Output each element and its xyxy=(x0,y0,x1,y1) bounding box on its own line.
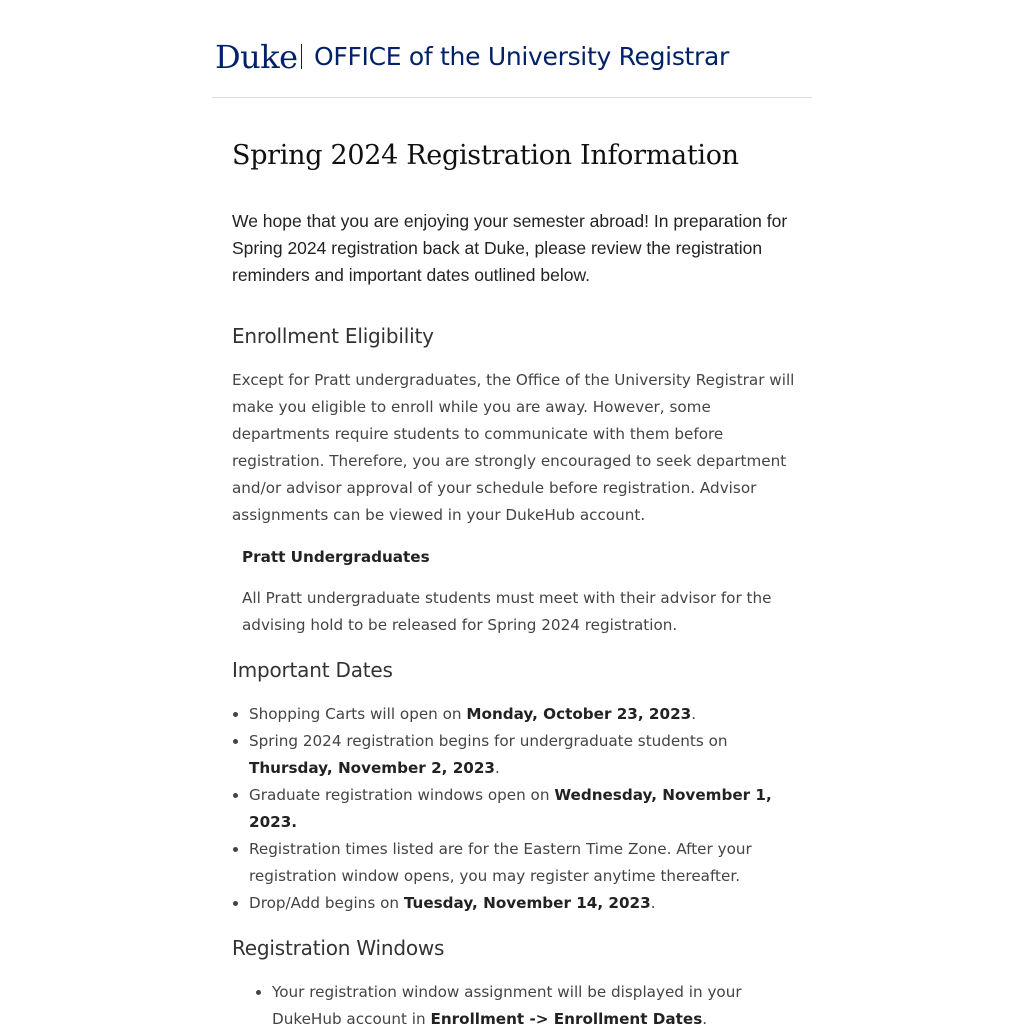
list-item: • Registration times listed are for the Eastern Time Zone. After your registration window opens, you may register anytime thereafter. xyxy=(249,836,797,890)
duke-logo[interactable]: Duke xyxy=(215,38,298,76)
page-container xyxy=(212,0,812,1028)
enrollment-body: Except for Pratt undergraduates, the Office of the University Registrar will make you eligible to enroll while you are away. However, some departments require students to communicate with them before registration. Therefore, you are strongly encouraged to seek department and/or advisor approval of your schedule before registration. Advisor assignments can be viewed in your DukeHub account. xyxy=(232,371,795,524)
pratt-body: All Pratt undergraduate students must meet with their advisor for the advising hold to be released for Spring 2024 registration. xyxy=(242,589,772,634)
list-item: • Shopping Carts will open on Monday, October 23, 2023. xyxy=(249,701,797,728)
list-item: • Graduate registration windows open on Wednesday, November 1, 2023. xyxy=(249,782,797,836)
dates-list xyxy=(232,701,797,917)
windows-list xyxy=(232,979,797,1033)
list-item: • Spring 2024 registration begins for undergraduate students on Thursday, November 2, 2023. xyxy=(249,728,797,782)
main-content xyxy=(232,138,797,1033)
list-item: • Drop/Add begins on Tuesday, November 14, 2023. xyxy=(249,890,797,917)
office-title[interactable]: OFFICE of the University Registrar xyxy=(314,42,730,71)
list-item: • Your registration window assignment will be displayed in your DukeHub account in Enrollment -> Enrollment Dates. xyxy=(272,979,797,1033)
pratt-heading: Pratt Undergraduates xyxy=(242,548,430,566)
enrollment-heading: Enrollment Eligibility xyxy=(232,324,434,348)
page-title: Spring 2024 Registration Information xyxy=(232,140,739,171)
intro-text: We hope that you are enjoying your semester abroad! In preparation for Spring 2024 registration back at Duke, please review the registration reminders and important dates outlined below. xyxy=(232,211,788,285)
logo-divider xyxy=(301,44,302,69)
dates-heading: Important Dates xyxy=(232,658,393,682)
windows-heading: Registration Windows xyxy=(232,936,445,960)
site-header xyxy=(212,0,812,98)
